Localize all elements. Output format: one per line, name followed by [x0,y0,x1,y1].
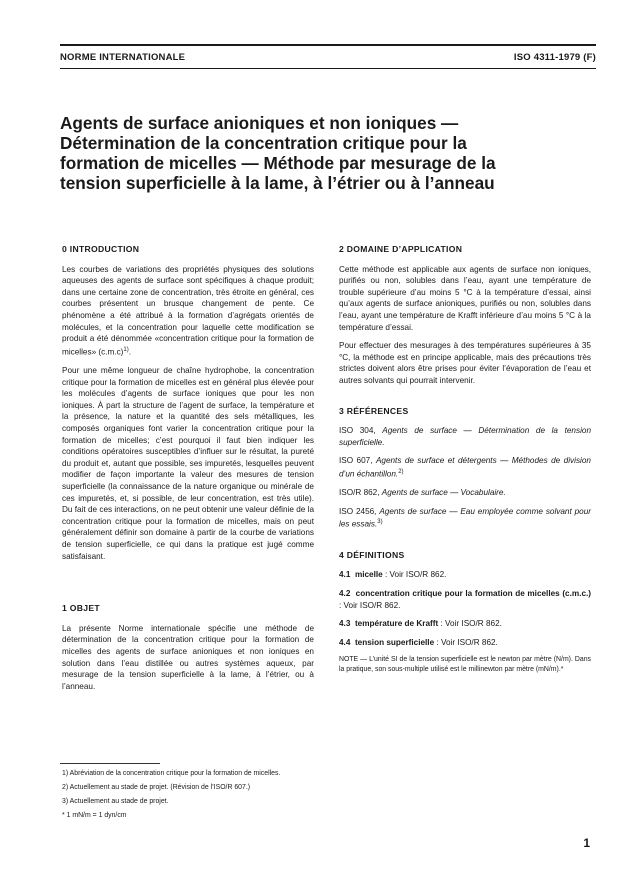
definition-number: 4.4 [339,637,351,647]
reference-item [339,506,591,531]
definition-item [339,569,591,581]
definition-item [339,588,591,611]
footnote: * 1 mN/m = 1 dyn/cm [62,812,127,819]
footnote: 1) Abréviation de la concentration critique pour la formation de micelles. [62,770,281,777]
reference-title: Agents de surface — Eau employée comme solvant pour les essais. [339,506,591,530]
title-line: formation de micelles — Méthode par mesurage de la [60,153,496,173]
header-top-rule [60,44,596,46]
definition-item [339,637,591,649]
left-column [62,244,314,699]
document-title [60,113,596,193]
reference-code: ISO/R 862, [339,488,380,498]
footnotes [62,767,562,823]
definition-number: 4.2 [339,588,351,598]
reference-item [339,487,591,499]
header-standard-type: NORME INTERNATIONALE [60,52,186,63]
reference-code: ISO 304, [339,426,376,436]
definition-term: micelle [354,570,383,580]
definition-ref: : Voir ISO/R 862. [434,637,498,647]
definition-ref: : Voir ISO/R 862. [438,619,502,629]
title-line: tension superficielle à la lame, à l’étrier ou à l’anneau [60,173,495,193]
reference-item [339,455,591,480]
definition-ref: : Voir ISO/R 862. [339,600,401,610]
definition-number: 4.3 [339,619,351,629]
footnote-ref: 2) [398,468,404,475]
title-line: Agents de surface anioniques et non ioniques — [60,113,459,133]
right-column [339,244,591,681]
page-number: 1 [583,836,590,850]
section-heading-references: 3 RÉFÉRENCES [339,405,409,416]
definition-number: 4.1 [339,570,351,580]
reference-code: ISO 607, [339,456,373,466]
domaine-paragraph-1: Cette méthode est applicable aux agents de surface non ioniques, purifiés ou non, solubles dans l’eau, ayant une température de trouble supérieure d’au moins 5 °C à la température d’essai, ainsi qu’aux agents de surface anioniques, purifiés ou non, solubles dans l’eau, ayant une température de Krafft inférieure d’au moins 5 °C à la température d’essai. [339,264,591,332]
document-header [60,52,596,66]
footnote-ref: 1) [123,346,129,353]
title-line: Détermination de la concentration critique pour la [60,133,467,153]
intro-paragraph-1 [62,264,314,358]
definitions-note: NOTE — L’unité SI de la tension superficielle est le newton par mètre (N/m). Dans la pratique, son sous-multiple utilisé est le millinewton par mètre (mN/m).* [339,656,591,673]
footnote-ref: 3) [377,519,383,526]
intro-p1-text: Les courbes de variations des propriétés physiques des solutions aqueuses des agents de surface sont spécifiques à chaque produit; dans une certaine zone de concentration, très étroite en général, ces courbes présentent un brusque changement de pente. Ce phénomène a été attribué à la formation d’agrégats orientés de molécules, et la concentration pour laquelle cette modification se produit a été dénommée «concentration critique pour la formation de micelles» (c.m.c) [62,264,314,357]
reference-item [339,425,591,448]
reference-title: Agents de surface — Détermination de la tension superficielle. [339,426,591,447]
definition-term: concentration critique pour la formation de micelles (c.m.c.) [355,588,591,598]
objet-paragraph: La présente Norme internationale spécifie une méthode de détermination de la concentration critique pour la formation de micelles des agents de surface anioniques et non ioniques en solution dans l’eau distillée ou autres systèmes aqueux, par mesurage de la tension superficielle à la lame, à l’étrier, ou à l’anneau. [62,623,314,691]
section-heading-definitions: 4 DÉFINITIONS [339,549,405,560]
header-standard-number: ISO 4311-1979 (F) [513,52,596,63]
definition-term: tension superficielle [354,637,435,647]
footnote: 3) Actuellement au stade de projet. [62,798,169,805]
reference-code: ISO 2456, [339,506,377,516]
definition-term: température de Krafft [354,619,439,629]
header-bottom-rule [60,68,596,69]
section-heading-objet: 1 OBJET [62,603,100,614]
section-heading-introduction: 0 INTRODUCTION [62,244,140,254]
reference-title: Agents de surface — Vocabulaire. [381,488,506,498]
footnote: 2) Actuellement au stade de projet. (Révision de l’ISO/R 607.) [62,784,251,791]
domaine-paragraph-2: Pour effectuer des mesurages à des températures supérieures à 35 °C, la méthode est en principe applicable, mais des précautions très strictes doivent alors être prises pour éviter l’évaporation de l’eau et autres solvants qui pourrait intervenir. [339,341,591,385]
intro-paragraph-2: Pour une même longueur de chaîne hydrophobe, la concentration critique pour la formation de micelles est en général plus élevée pour les molécules d’agents de surface ioniques que pour les non ioniques. À part la structure de l’agent de surface, la température et la présence, la nature et la quantité des sels métalliques, les composés organiques font varier la concentration critique pour la formation de micelles; c’est pourquoi il faut bien indiquer les conditions opératoires susceptibles d’influer sur le résultat, la pureté du produit et, autant que possible, ses impuretés, lesquelles peuvent modifier de façon importante la valeur des mesures de tension superficielle (la connaissance de la nature organique ou minérale de ces impuretés, et, si possible, de leur concentration, est très utile). Du fait de ces interactions, on ne peut obtenir une valeur définie de la concentration critique pour la formation de micelles, mais on peut généralement définir son domaine à partir de la courbe de variations de tension superficielle, ce qui dans la pratique est jugé comme satisfaisant. [62,366,314,561]
definition-ref: : Voir ISO/R 862. [382,570,447,580]
intro-p1-end: . [128,347,132,357]
section-heading-domaine: 2 DOMAINE D’APPLICATION [339,244,463,254]
definition-item [339,618,591,630]
footnote-separator [60,763,160,764]
reference-title: Agents de surface et détergents — Méthodes de division d’un échantillon. [339,456,591,479]
